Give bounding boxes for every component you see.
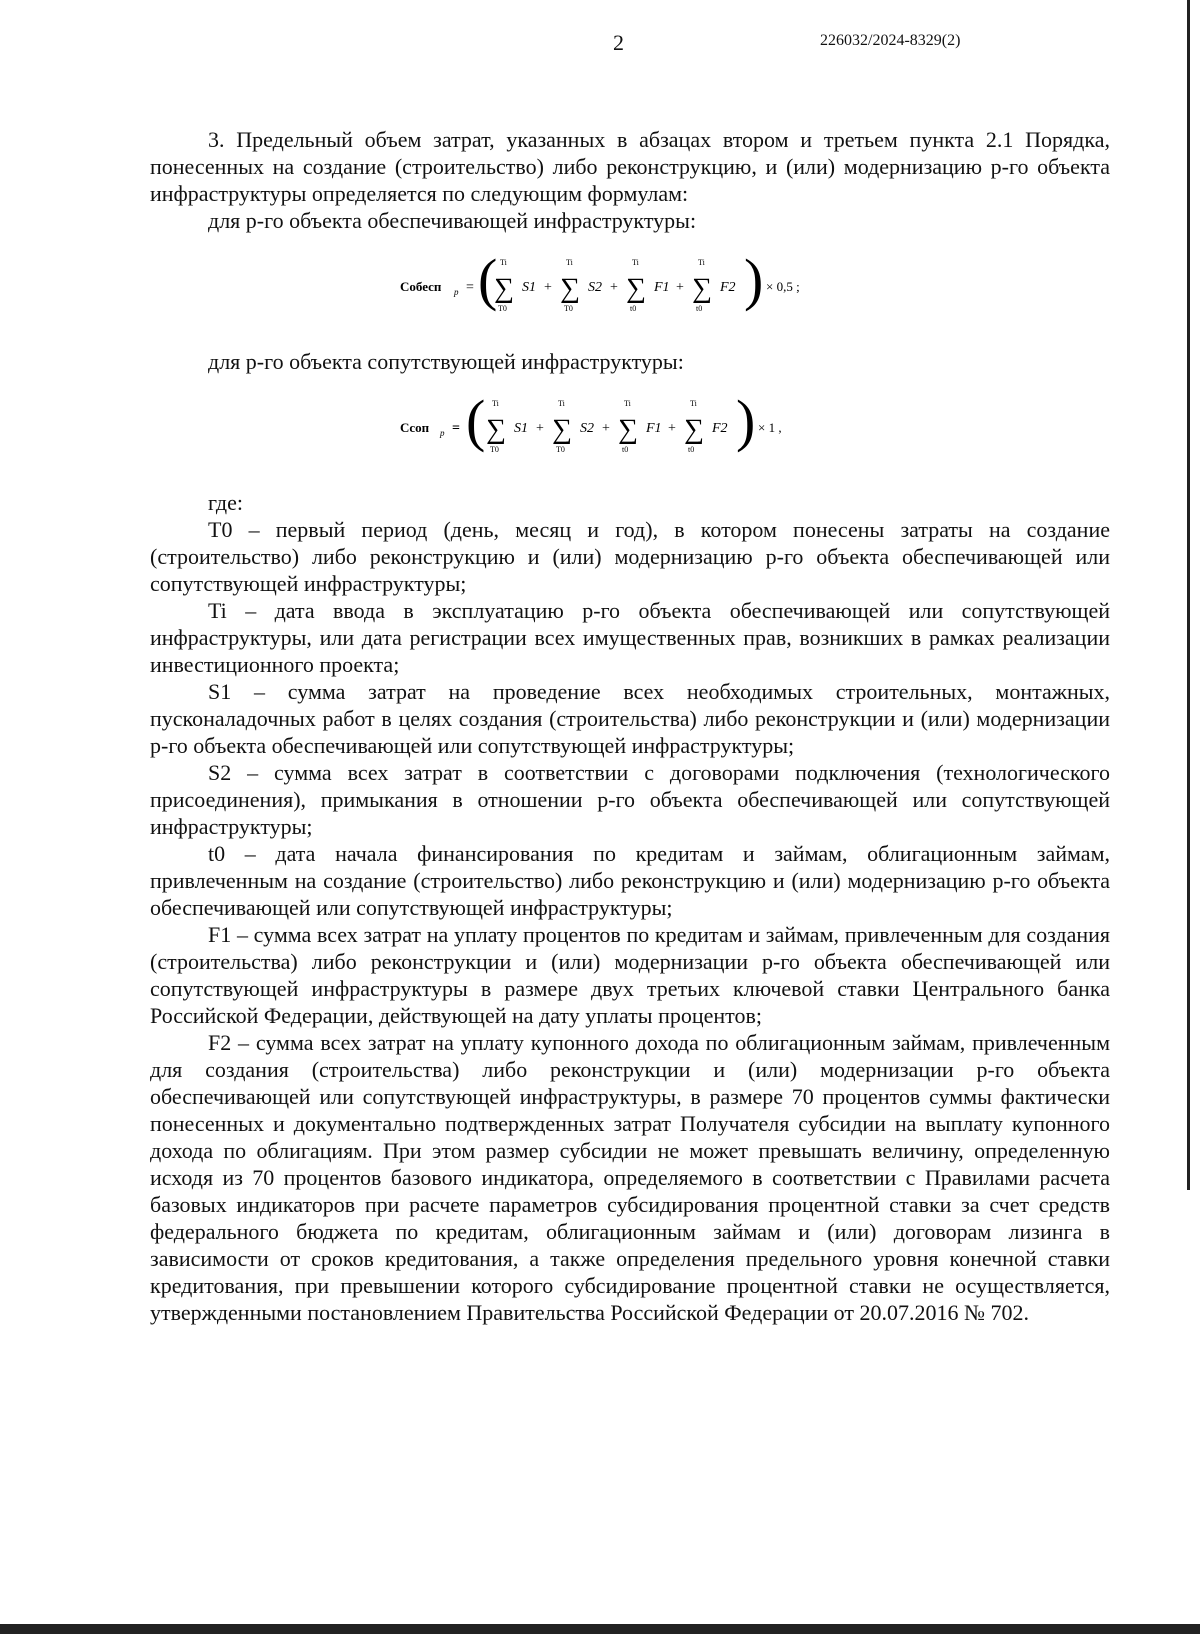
definition-f2: F2 – сумма всех затрат на уплату купонного дохода по облигационным займам, привлеченным для создания (строительства) либо реконструкции и (или) модернизации p-го объекта обеспечивающей или сопутствующей инфраструктуры, в размере 70 процентов суммы фактически понесенных и документально подтвержденных затрат Получателя субсидии на выплату купонного дохода по облигациям. При этом размер субсидии не может превышать величину, определенную исходя из 70 процентов базового индикатора, определяемого в соответствии с Правилами расчета базовых индикаторов при расчете параметров субсидирования процентной ставки за счет средств федерального бюджета по кредитам, облигационным займам и (или) договорам лизинга в зависимости от сроков кредитования, а также определения предельного уровня конечной ставки кредитования, при превышении которого субсидирование процентной ставки не осуществляется, утвержденными постановлением Правительства Российской Федерации от 20.07.2016 № 702. xyxy=(150,1030,1110,1325)
formula-1-paren-close: ) xyxy=(744,247,764,312)
formula-2-svg xyxy=(400,388,860,464)
formula-2-sum-3-top: Ti xyxy=(624,399,631,408)
formula-1-sum-2 xyxy=(560,258,602,313)
formula-2-sum-4-sign: ∑ xyxy=(684,414,704,445)
formula-2-sum-1-bottom: T0 xyxy=(490,445,499,454)
formula-1-sum-3-top: Ti xyxy=(632,258,639,267)
formula-2-sum-4-bottom: t0 xyxy=(688,445,695,454)
formula-2-sum-3 xyxy=(618,399,662,454)
formula-1-sum-2-bottom: T0 xyxy=(564,304,573,313)
formula-1-sum-1-top: Ti xyxy=(500,258,507,267)
formula-1-sum-1 xyxy=(494,258,536,313)
formula-1-term-2: S2 xyxy=(588,280,602,295)
formula-2-equals: = xyxy=(452,421,460,436)
formula-2-sum-1-sign: ∑ xyxy=(486,414,506,445)
formula-1-sum-2-top: Ti xyxy=(566,258,573,267)
formula-2-term-2: S2 xyxy=(580,421,594,436)
formula-2-term-3: F1 xyxy=(646,421,662,436)
formula-support-infrastructure xyxy=(150,248,1110,328)
paragraph-formula2-caption: для p-го объекта сопутствующей инфраструктуры: xyxy=(208,349,684,374)
formula-2-sum-4 xyxy=(684,399,728,454)
formula-1-sum-3-bottom: t0 xyxy=(630,304,637,313)
formula-2-plus-2: + xyxy=(602,421,610,436)
formula-1-sum-4 xyxy=(692,258,736,313)
definition-t0: T0 – первый период (день, месяц и год), в котором понесены затраты на создание (строительство) либо реконструкцию и (или) модернизацию p-го объекта обеспечивающей или сопутствующей инфраструктуры; xyxy=(150,517,1110,596)
formula-1-plus-2: + xyxy=(610,280,618,295)
formula-1-term-4: F2 xyxy=(720,280,736,295)
formula-2-sum-2-top: Ti xyxy=(558,399,565,408)
formula-2-plus-1: + xyxy=(536,421,544,436)
formula-2-lhs: Cсоп xyxy=(400,420,430,435)
formula-1-sum-2-sign: ∑ xyxy=(560,273,580,304)
formula-1-sum-3-sign: ∑ xyxy=(626,273,646,304)
formula-2-sum-3-bottom: t0 xyxy=(622,445,629,454)
scan-edge-right xyxy=(1187,0,1190,1190)
formula-2-term-4: F2 xyxy=(712,421,728,436)
definition-f1: F1 – сумма всех затрат на уплату процентов по кредитам и займам, привлеченным для создания (строительства) либо реконструкции и (или) модернизации p-го объекта обеспечивающей или сопутствующей инфраструктуры в размере двух третьих ключевой ставки Центрального банка Российской Федерации, действующей на дату уплаты процентов; xyxy=(150,922,1110,1028)
formula-1-paren-open: ( xyxy=(478,247,498,312)
formula-2-paren-close: ) xyxy=(736,388,756,453)
definition-t0-financing: t0 – дата начала финансирования по кредитам и займам, облигационным займам, привлеченным на создание (строительство) либо реконструкцию и (или) модернизацию p-го объекта обеспечивающей или сопутствующей инфраструктуры; xyxy=(150,841,1110,920)
formula-1-lhs-sub: p xyxy=(454,287,459,297)
formula-1-sum-1-sign: ∑ xyxy=(494,273,514,304)
formula-2-sum-3-sign: ∑ xyxy=(618,414,638,445)
formula-1-sum-4-top: Ti xyxy=(698,258,705,267)
page-number: 2 xyxy=(613,30,624,55)
paragraph-intro: 3. Предельный объем затрат, указанных в абзацах втором и третьем пункта 2.1 Порядка, понесенных на создание (строительство) либо реконструкцию, и (или) модернизацию p-го объекта инфраструктуры определяется по следующим формулам: xyxy=(150,127,1110,206)
formula-1-term-1: S1 xyxy=(522,280,536,295)
paragraph-formula1-caption: для p-го объекта обеспечивающей инфраструктуры: xyxy=(208,208,697,233)
formula-1-sum-3 xyxy=(626,258,670,313)
formula-2-lhs-sub: p xyxy=(440,428,445,438)
formula-1-sum-4-sign: ∑ xyxy=(692,273,712,304)
formula-2-term-1: S1 xyxy=(514,421,528,436)
document-body xyxy=(150,126,1110,1326)
formula-2-sum-2-sign: ∑ xyxy=(552,414,572,445)
formula-1-lhs: Cобесп xyxy=(400,279,442,294)
formula-1-svg xyxy=(400,247,860,323)
definition-s1: S1 – сумма затрат на проведение всех необходимых строительных, монтажных, пусконаладочных работ в целях создания (строительства) либо реконструкции и (или) модернизации p-го объекта обеспечивающей или сопутствующей инфраструктуры; xyxy=(150,679,1110,758)
formula-1-term-3: F1 xyxy=(654,280,670,295)
formula-accompanying-infrastructure xyxy=(150,389,1110,469)
formula-1-sum-1-bottom: T0 xyxy=(498,304,507,313)
formula-1-multiplier: × 0,5 ; xyxy=(766,279,800,294)
formula-1-equals: = xyxy=(466,280,474,295)
document-id: 226032/2024-8329(2) xyxy=(820,32,961,49)
formula-2-sum-2-bottom: T0 xyxy=(556,445,565,454)
formula-2-sum-1-top: Ti xyxy=(492,399,499,408)
formula-1-plus-3: + xyxy=(676,280,684,295)
formula-1-plus-1: + xyxy=(544,280,552,295)
definition-s2: S2 – сумма всех затрат в соответствии с договорами подключения (технологического присоединения), примыкания в отношении p-го объекта обеспечивающей или сопутствующей инфраструктуры; xyxy=(150,760,1110,839)
definition-ti: Ti – дата ввода в эксплуатацию p-го объекта обеспечивающей или сопутствующей инфраструктуры, или дата регистрации всех имущественных прав, возникших в рамках реализации инвестиционного проекта; xyxy=(150,598,1110,677)
formula-1-sum-4-bottom: t0 xyxy=(696,304,703,313)
paragraph-where: где: xyxy=(208,490,243,515)
formula-2-sum-4-top: Ti xyxy=(690,399,697,408)
formula-2-plus-3: + xyxy=(668,421,676,436)
formula-2-paren-open: ( xyxy=(466,388,486,453)
formula-2-multiplier: × 1 , xyxy=(758,420,782,435)
formula-2-sum-2 xyxy=(552,399,594,454)
scan-edge-bottom xyxy=(0,1624,1200,1634)
formula-2-sum-1 xyxy=(486,399,528,454)
